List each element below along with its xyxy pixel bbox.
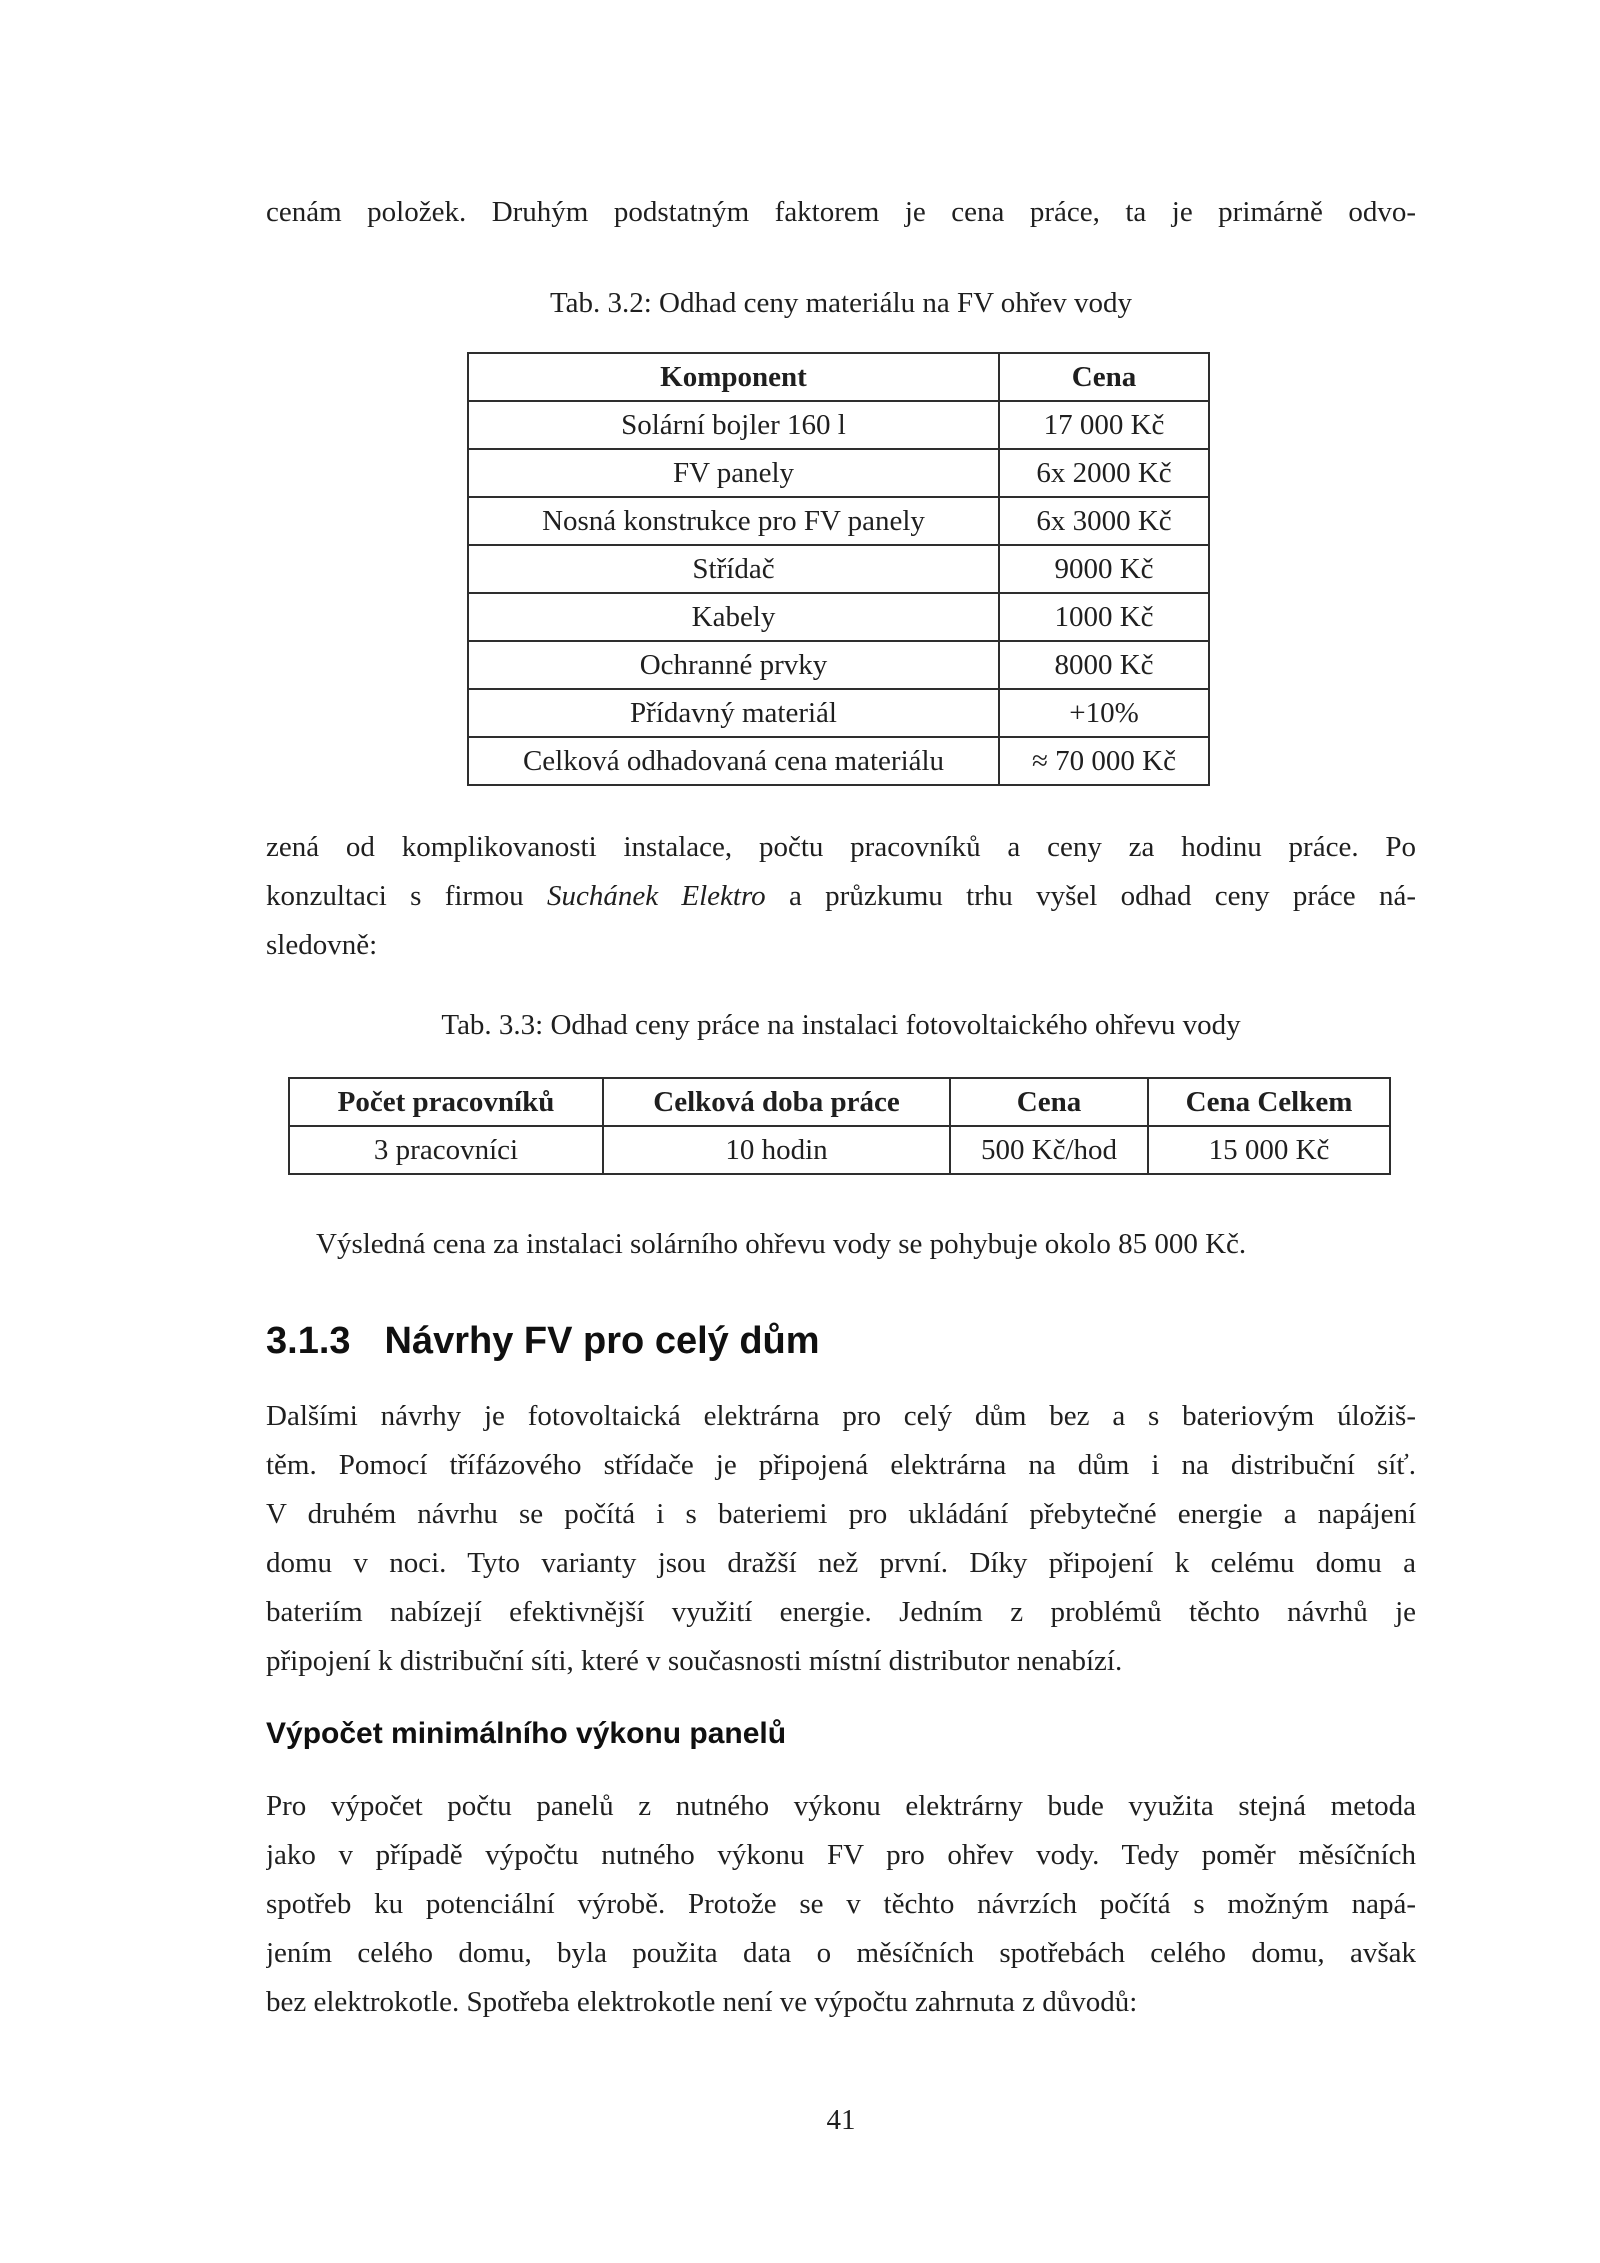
- table-cell: 6x 3000 Kč: [999, 497, 1209, 545]
- table-header-cell: Komponent: [468, 353, 999, 401]
- table-header-cell: Cena Celkem: [1148, 1078, 1390, 1126]
- table-cell: +10%: [999, 689, 1209, 737]
- body-text: konzultaci s firmou: [266, 880, 547, 912]
- table-row: [468, 593, 1209, 641]
- body-line: sledovně:: [266, 929, 378, 961]
- table-cell: Celková odhadovaná cena materiálu: [468, 737, 999, 785]
- body-line: domu v noci. Tyto varianty jsou dražší než první. Díky připojení k celému domu a: [266, 1547, 1416, 1579]
- section-number: 3.1.3: [266, 1320, 351, 1362]
- table-row: [468, 497, 1209, 545]
- table-row: [289, 1126, 1390, 1174]
- body-line: zená od komplikovanosti instalace, počtu pracovníků a ceny za hodinu práce. Po: [266, 831, 1416, 863]
- body-line: jením celého domu, byla použita data o měsíčních spotřebách celého domu, avšak: [266, 1937, 1416, 1969]
- body-line: těm. Pomocí třífázového střídače je připojená elektrárna na dům i na distribuční síť.: [266, 1449, 1416, 1481]
- body-line: [266, 872, 1416, 921]
- body-line: Pro výpočet počtu panelů z nutného výkonu elektrárny bude využita stejná metoda: [266, 1790, 1416, 1822]
- section-paragraph: [266, 1392, 1416, 1686]
- page-number: 41: [826, 2104, 856, 2136]
- table-3-3-caption: Tab. 3.3: Odhad ceny práce na instalaci fotovoltaického ohřevu vody: [441, 1009, 1241, 1041]
- body-text: a průzkumu trhu vyšel odhad ceny práce ná-: [765, 880, 1416, 912]
- body-line: připojení k distribuční síti, které v současnosti místní distributor nenabízí.: [266, 1645, 1123, 1677]
- table-cell: Kabely: [468, 593, 999, 641]
- table-3-2-caption: Tab. 3.2: Odhad ceny materiálu na FV ohřev vody: [549, 287, 1133, 319]
- table-row: [468, 401, 1209, 449]
- table-cell: 1000 Kč: [999, 593, 1209, 641]
- section-title: Návrhy FV pro celý dům: [384, 1320, 820, 1362]
- table-cell: 8000 Kč: [999, 641, 1209, 689]
- table-cell: Nosná konstrukce pro FV panely: [468, 497, 999, 545]
- table-header-cell: Cena: [950, 1078, 1148, 1126]
- table-cell: Solární bojler 160 l: [468, 401, 999, 449]
- table-row: [468, 641, 1209, 689]
- table-3-2: [467, 352, 1210, 786]
- body-line: bateriím nabízejí efektivnější využití energie. Jedním z problémů těchto návrhů je: [266, 1596, 1416, 1628]
- paragraph-after-table-3-2: [266, 823, 1416, 970]
- body-line: spotřeb ku potenciální výrobě. Protože se v těchto návrzích počítá s možným napá-: [266, 1888, 1416, 1920]
- table-cell: Ochranné prvky: [468, 641, 999, 689]
- table-cell: 10 hodin: [603, 1126, 950, 1174]
- table-row: [468, 689, 1209, 737]
- table-header-cell: Cena: [999, 353, 1209, 401]
- body-line: bez elektrokotle. Spotřeba elektrokotle není ve výpočtu zahrnuta z důvodů:: [266, 1986, 1138, 2018]
- table-cell: 3 pracovníci: [289, 1126, 603, 1174]
- table-header-cell: Počet pracovníků: [289, 1078, 603, 1126]
- table-header-cell: Celková doba práce: [603, 1078, 950, 1126]
- table-row: [468, 449, 1209, 497]
- subsection-heading: Výpočet minimálního výkonu panelů: [266, 1717, 787, 1750]
- table-cell: Přídavný materiál: [468, 689, 999, 737]
- table-cell: FV panely: [468, 449, 999, 497]
- table-cell: 6x 2000 Kč: [999, 449, 1209, 497]
- table-row: [289, 1078, 1390, 1126]
- table-cell: 17 000 Kč: [999, 401, 1209, 449]
- subsection-paragraph: [266, 1782, 1416, 2027]
- table-row: [468, 737, 1209, 785]
- company-name-italic: Suchánek Elektro: [546, 880, 766, 912]
- section-heading: [266, 1316, 1416, 1366]
- body-line: Dalšími návrhy je fotovoltaická elektrárna pro celý dům bez a s bateriovým úložiš-: [266, 1400, 1416, 1432]
- table-row: [468, 545, 1209, 593]
- body-line: jako v případě výpočtu nutného výkonu FV pro ohřev vody. Tedy poměr měsíčních: [266, 1839, 1416, 1871]
- table-cell: 15 000 Kč: [1148, 1126, 1390, 1174]
- table-cell: ≈ 70 000 Kč: [999, 737, 1209, 785]
- table-row: [468, 353, 1209, 401]
- body-line-intro: cenám položek. Druhým podstatným faktorem je cena práce, ta je primárně odvo-: [266, 196, 1416, 228]
- body-line: V druhém návrhu se počítá i s bateriemi pro ukládání přebytečné energie a napájení: [266, 1498, 1416, 1530]
- result-sentence: Výsledná cena za instalaci solárního ohřevu vody se pohybuje okolo 85 000 Kč.: [316, 1228, 1247, 1260]
- table-cell: 500 Kč/hod: [950, 1126, 1148, 1174]
- table-3-3: [288, 1077, 1391, 1175]
- table-cell: Střídač: [468, 545, 999, 593]
- table-cell: 9000 Kč: [999, 545, 1209, 593]
